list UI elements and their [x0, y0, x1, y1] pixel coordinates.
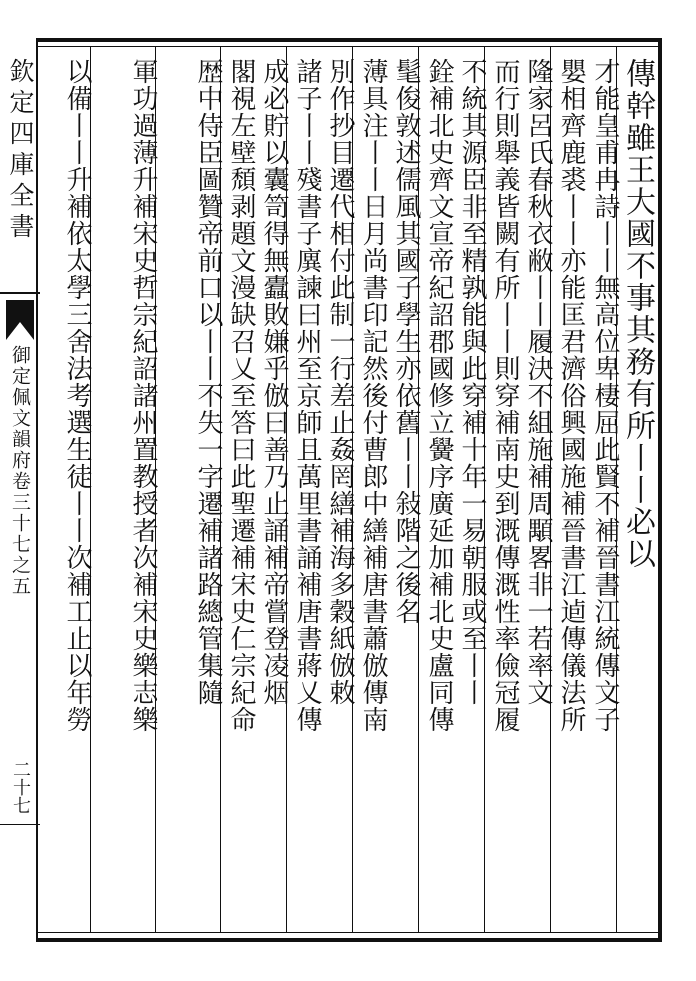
margin-volume: 御定佩文韻府卷三十七之五 — [9, 345, 31, 597]
margin-rule-lower — [0, 824, 40, 825]
text-column: 閣視左壁頹剥題文漫缺召乂至答曰此聖遷補宋史仁宗紀命 — [226, 58, 256, 733]
top-border-inner — [36, 46, 662, 47]
right-border — [658, 38, 662, 942]
top-border — [36, 38, 662, 42]
text-column: 成必貯以囊笥得無蠹敗嫌乎倣曰善乃止誦補帝嘗登凌烟 — [259, 58, 289, 706]
text-column: 銓補北史齊文宣帝紀詔郡國修立黌序廣延加補北史盧同傳 — [424, 58, 454, 733]
text-column: 嬰相齊鹿裘丨丨亦能匡君濟俗興國施補晉書江逌傳儀法所 — [556, 58, 586, 733]
text-column: 歴中侍臣圖贊帝前口以丨丨不失一字遷補諸路總管集隨 — [193, 58, 223, 706]
text-column: 髦俊敦述儒風其國子學生亦依舊丨丨敍階之後名 — [391, 58, 421, 625]
text-column: 別作抄目遷代相付此制一行差止姦罔繕補海多穀紙倣敕 — [325, 58, 355, 706]
text-column: 薄具注丨丨日月尚書印記然後付曹郎中繕補唐書蕭倣傳南 — [358, 58, 388, 733]
fish-tail-icon — [6, 300, 34, 340]
text-column: 而行則舉義皆闕有所丨丨則穿補南史到溉傳溉性率儉冠履 — [490, 58, 520, 733]
margin-title: 欽定四庫全書 — [6, 58, 35, 244]
text-column: 軍功過薄升補宋史哲宗紀詔諸州置教授者次補宋史樂志樂 — [128, 58, 158, 733]
margin-page-number: 二十七 — [10, 760, 31, 814]
text-column: 不統其源臣非至精孰能與此穿補十年一易朝服或至丨丨 — [457, 58, 487, 706]
text-column: 才能皇甫冉詩丨丨無高位卑棲屈此賢不補晉書江統傳文子 — [590, 58, 620, 733]
text-column: 隆家呂氏春秋衣敝丨丨履決不組施補周顒畧非一若率文 — [523, 58, 553, 706]
margin-rule-upper — [0, 292, 40, 294]
text-column: 諸子丨丨殘書子廙諫曰州至京師且萬里書誦補唐書蔣乂傳 — [292, 58, 322, 733]
bottom-border — [36, 938, 662, 942]
text-column: 傳幹雖王大國不事其務有所丨丨必以 — [620, 58, 655, 570]
text-column: 以備丨丨升補依太學三舍法考選生徒丨丨次補工止以年勞 — [62, 58, 92, 733]
